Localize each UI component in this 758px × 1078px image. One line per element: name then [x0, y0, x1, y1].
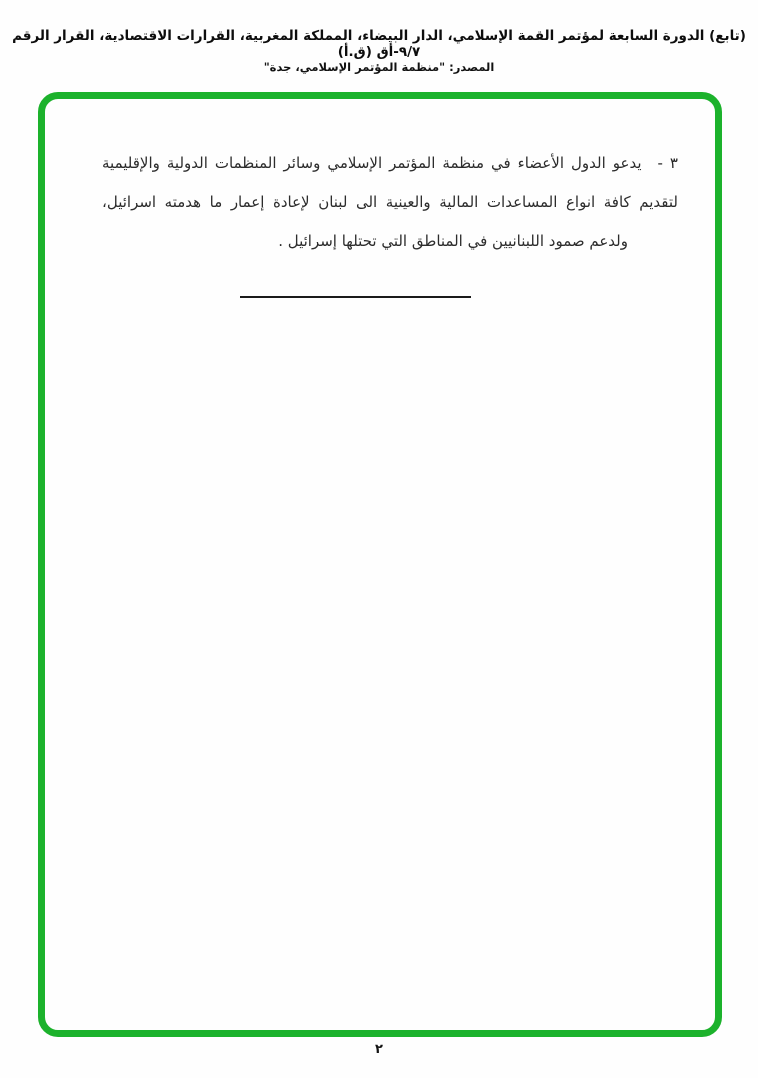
item-number: ٣ - — [657, 154, 678, 172]
paragraph-line-3: ولدعم صمود اللبنانيين في المناطق التي تحتلها إسرائيل . — [278, 232, 628, 250]
paragraph-line-2: لتقديم كافة انواع المساعدات المالية والعينية الى لبنان لإعادة إعمار ما هدمته اسرائيل، — [102, 193, 678, 211]
page-number: ٢ — [375, 1042, 383, 1057]
paragraph-line-1-text: يدعو الدول الأعضاء في منظمة المؤتمر الإسلامي وسائر المنظمات الدولية والإقليمية — [102, 154, 642, 172]
document-header-title: (تابع) الدورة السابعة لمؤتمر القمة الإسلامي، الدار البيضاء، المملكة المغربية، القرارات الاقتصادية، القرار الرقم ٩/٧-أق (ق.أ) — [12, 28, 746, 60]
section-divider-line — [240, 296, 471, 298]
resolution-paragraph — [102, 144, 678, 261]
paragraph-line-1 — [102, 144, 678, 183]
document-source-line: المصدر: "منظمة المؤتمر الإسلامي، جدة" — [263, 60, 495, 74]
